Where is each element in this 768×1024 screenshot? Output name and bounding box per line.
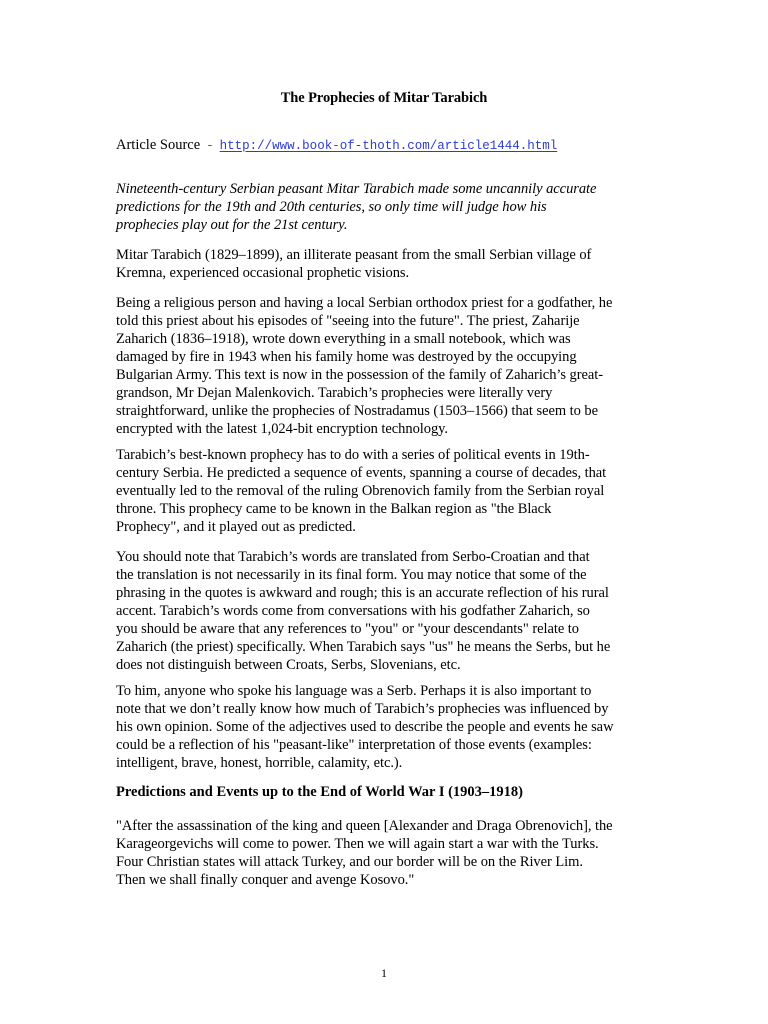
paragraph-line: Kremna, experienced occasional prophetic visions. <box>116 265 410 281</box>
paragraph-line: You should note that Tarabich’s words are translated from Serbo-Croatian and that <box>116 549 590 565</box>
paragraph-line: eventually led to the removal of the ruling Obrenovich family from the Serbian royal <box>116 483 605 499</box>
section-heading: Predictions and Events up to the End of World War I (1903–1918) <box>116 784 523 800</box>
quote-line: Four Christian states will attack Turkey, and our border will be on the River Lim. <box>116 854 583 870</box>
paragraph-line: told this priest about his episodes of "seeing into the future". The priest, Zaharije <box>116 313 580 329</box>
article-source-separator: - <box>206 139 214 153</box>
paragraph-line: Bulgarian Army. This text is now in the possession of the family of Zaharich’s great- <box>116 367 604 383</box>
body-paragraph <box>116 446 661 536</box>
body-paragraph <box>116 548 661 674</box>
document-title: The Prophecies of Mitar Tarabich <box>280 90 488 106</box>
quote-line: "After the assassination of the king and queen [Alexander and Draga Obrenovich], the <box>116 818 613 834</box>
paragraph-line: encrypted with the latest 1,024-bit encryption technology. <box>116 421 448 437</box>
paragraph-line: does not distinguish between Croats, Serbs, Slovenians, etc. <box>116 657 461 673</box>
paragraph-line: Tarabich’s best-known prophecy has to do with a series of political events in 19th- <box>116 447 590 463</box>
paragraph-line: century Serbia. He predicted a sequence of events, spanning a course of decades, that <box>116 465 607 481</box>
quote-line: Then we shall finally conquer and avenge Kosovo." <box>116 872 415 888</box>
paragraph-line: grandson, Mr Dejan Malenkovich. Tarabich’s prophecies were literally very <box>116 385 553 401</box>
paragraph-line: intelligent, brave, honest, horrible, calamity, etc.). <box>116 755 403 771</box>
paragraph-line: accent. Tarabich’s words come from conversations with his godfather Zaharich, so <box>116 603 590 619</box>
body-paragraph <box>116 682 661 772</box>
paragraph-line: phrasing in the quotes is awkward and rough; this is an accurate reflection of his rural <box>116 585 609 601</box>
intro-line: prophecies play out for the 21st century. <box>116 217 348 233</box>
paragraph-line: throne. This prophecy came to be known in the Balkan region as "the Black <box>116 501 552 517</box>
body-paragraph <box>116 246 661 282</box>
paragraph-line: you should be aware that any references to "you" or "your descendants" relate to <box>116 621 579 637</box>
paragraph-line: To him, anyone who spoke his language was a Serb. Perhaps it is also important to <box>116 683 592 699</box>
body-paragraph <box>116 294 661 438</box>
paragraph-line: Zaharich (the priest) specifically. When Tarabich says "us" he means the Serbs, but he <box>116 639 611 655</box>
paragraph-line: Zaharich (1836–1918), wrote down everything in a small notebook, which was <box>116 331 571 347</box>
paragraph-line: could be a reflection of his "peasant-like" interpretation of those events (examples: <box>116 737 592 753</box>
paragraph-line: straightforward, unlike the prophecies of Nostradamus (1503–1566) that seem to be <box>116 403 598 419</box>
article-source-link[interactable]: http://www.book-of-thoth.com/article1444.html <box>219 139 558 153</box>
paragraph-line: Mitar Tarabich (1829–1899), an illiterate peasant from the small Serbian village of <box>116 247 592 263</box>
intro-line: Nineteenth-century Serbian peasant Mitar Tarabich made some uncannily accurate <box>116 181 597 197</box>
quote-paragraph <box>116 817 661 889</box>
paragraph-line: note that we don’t really know how much of Tarabich’s prophecies was influenced by <box>116 701 609 717</box>
paragraph-line: his own opinion. Some of the adjectives used to describe the people and events he saw <box>116 719 614 735</box>
article-source-line <box>116 136 557 155</box>
intro-line: predictions for the 19th and 20th centuries, so only time will judge how his <box>116 199 547 215</box>
paragraph-line: the translation is not necessarily in its final form. You may notice that some of the <box>116 567 587 583</box>
page-number: 1 <box>381 966 387 980</box>
quote-line: Karageorgevichs will come to power. Then we will again start a war with the Turks. <box>116 836 599 852</box>
paragraph-line: damaged by fire in 1943 when his family home was destroyed by the occupying <box>116 349 577 365</box>
article-source-label: Article Source <box>116 137 201 153</box>
paragraph-line: Prophecy", and it played out as predicted. <box>116 519 356 535</box>
paragraph-line: Being a religious person and having a local Serbian orthodox priest for a godfather, he <box>116 295 613 311</box>
intro-paragraph <box>116 180 661 234</box>
